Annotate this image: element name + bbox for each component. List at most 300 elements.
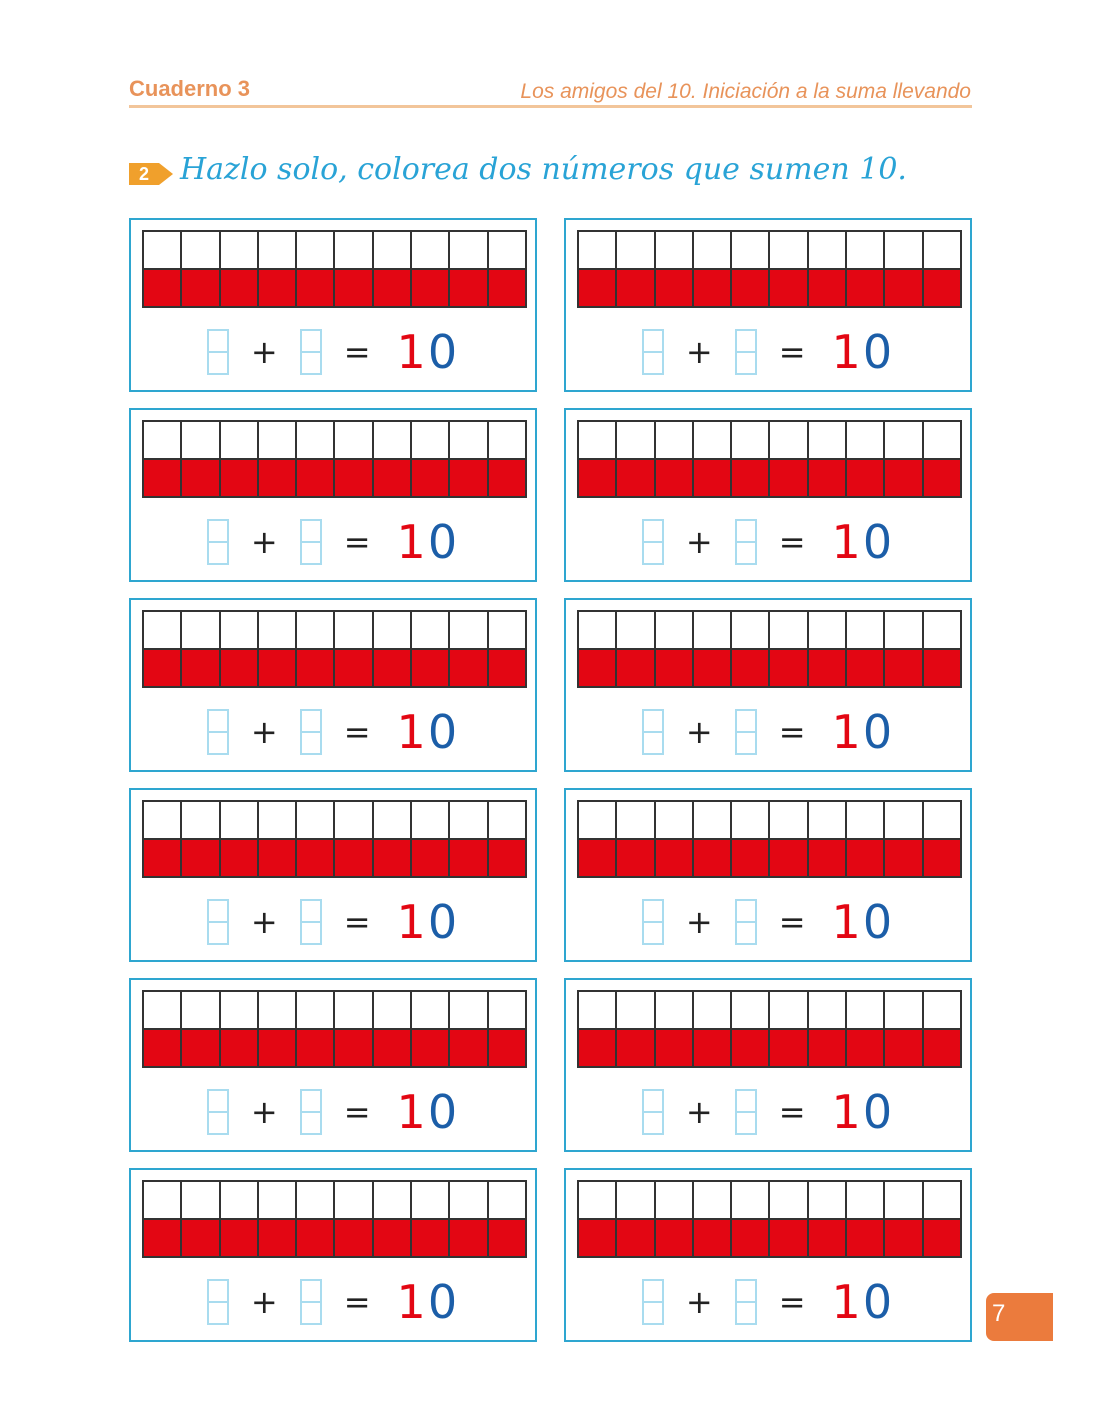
frame-cell-blank[interactable] (144, 422, 180, 458)
frame-cell-blank[interactable] (732, 612, 768, 648)
exercise-card (129, 598, 537, 772)
frame-cell-red[interactable] (489, 650, 525, 686)
frame-cell-blank[interactable] (924, 422, 960, 458)
frame-cell-blank[interactable] (182, 422, 218, 458)
frame-cell-blank[interactable] (770, 232, 806, 268)
frame-cell-blank[interactable] (489, 802, 525, 838)
frame-cell-red[interactable] (885, 1030, 921, 1066)
frame-cell-red[interactable] (450, 460, 486, 496)
frame-cell-blank[interactable] (617, 1182, 653, 1218)
frame-cell-blank[interactable] (144, 992, 180, 1028)
frame-cell-red[interactable] (450, 1030, 486, 1066)
result-digit-units: 0 (427, 705, 460, 759)
frame-cell-blank[interactable] (809, 1182, 845, 1218)
frame-cell-blank[interactable] (656, 992, 692, 1028)
frame-cell-red[interactable] (297, 840, 333, 876)
frame-cell-red[interactable] (617, 650, 653, 686)
frame-cell-red[interactable] (259, 650, 295, 686)
frame-cell-red[interactable] (412, 1220, 448, 1256)
frame-cell-blank[interactable] (259, 802, 295, 838)
frame-cell-red[interactable] (885, 270, 921, 306)
frame-cell-blank[interactable] (617, 422, 653, 458)
frame-cell-blank[interactable] (144, 232, 180, 268)
frame-cell-red[interactable] (374, 840, 410, 876)
frame-cell-red[interactable] (732, 460, 768, 496)
result-digit-tens: 1 (396, 515, 428, 569)
frame-cell-blank[interactable] (412, 1182, 448, 1218)
frame-cell-blank[interactable] (297, 1182, 333, 1218)
frame-cell-red[interactable] (579, 840, 615, 876)
frame-cell-red[interactable] (617, 1030, 653, 1066)
frame-cell-blank[interactable] (182, 802, 218, 838)
frame-cell-red[interactable] (656, 1030, 692, 1066)
frame-cell-red[interactable] (489, 1030, 525, 1066)
frame-cell-blank[interactable] (579, 1182, 615, 1218)
equation-row (566, 894, 970, 950)
frame-cell-red[interactable] (770, 460, 806, 496)
frame-cell-blank[interactable] (450, 232, 486, 268)
frame-cell-red[interactable] (694, 840, 730, 876)
frame-cell-blank[interactable] (182, 992, 218, 1028)
answer-box-second[interactable] (300, 1279, 322, 1325)
frame-cell-red[interactable] (885, 460, 921, 496)
equation-row (131, 894, 535, 950)
frame-cell-red[interactable] (374, 1220, 410, 1256)
frame-cell-blank[interactable] (412, 992, 448, 1028)
frame-cell-blank[interactable] (489, 992, 525, 1028)
answer-box-first[interactable] (642, 519, 664, 565)
frame-cell-blank[interactable] (809, 612, 845, 648)
frame-cell-blank[interactable] (489, 232, 525, 268)
frame-cell-red[interactable] (617, 270, 653, 306)
answer-box-second[interactable] (300, 899, 322, 945)
answer-box-second[interactable] (735, 329, 757, 375)
frame-cell-red[interactable] (732, 840, 768, 876)
frame-cell-red[interactable] (770, 840, 806, 876)
frame-cell-blank[interactable] (924, 802, 960, 838)
frame-cell-blank[interactable] (847, 422, 883, 458)
frame-cell-blank[interactable] (579, 992, 615, 1028)
answer-box-second[interactable] (735, 1089, 757, 1135)
result-digit-units: 0 (862, 325, 895, 379)
frame-cell-red[interactable] (694, 650, 730, 686)
exercise-card (129, 788, 537, 962)
frame-cell-blank[interactable] (221, 232, 257, 268)
frame-cell-red[interactable] (579, 1030, 615, 1066)
frame-cell-blank[interactable] (847, 992, 883, 1028)
frame-cell-red[interactable] (182, 270, 218, 306)
frame-cell-blank[interactable] (732, 232, 768, 268)
frame-cell-red[interactable] (924, 650, 960, 686)
frame-cell-red[interactable] (297, 460, 333, 496)
frame-cell-blank[interactable] (770, 802, 806, 838)
frame-cell-blank[interactable] (489, 1182, 525, 1218)
frame-cell-blank[interactable] (885, 232, 921, 268)
frame-cell-red[interactable] (694, 1030, 730, 1066)
frame-cell-blank[interactable] (259, 422, 295, 458)
answer-box-first[interactable] (642, 329, 664, 375)
frame-cell-red[interactable] (374, 270, 410, 306)
frame-cell-blank[interactable] (656, 802, 692, 838)
frame-cell-red[interactable] (259, 840, 295, 876)
frame-cell-blank[interactable] (182, 1182, 218, 1218)
frame-cell-red[interactable] (924, 460, 960, 496)
frame-cell-blank[interactable] (259, 1182, 295, 1218)
answer-box-second[interactable] (300, 329, 322, 375)
frame-cell-red[interactable] (579, 270, 615, 306)
result-digit-tens: 1 (831, 1275, 863, 1329)
frame-cell-red[interactable] (335, 840, 371, 876)
frame-cell-red[interactable] (809, 460, 845, 496)
frame-cell-red[interactable] (579, 650, 615, 686)
frame-cell-red[interactable] (732, 1030, 768, 1066)
frame-cell-red[interactable] (847, 650, 883, 686)
frame-cell-blank[interactable] (656, 612, 692, 648)
frame-cell-blank[interactable] (656, 232, 692, 268)
frame-cell-blank[interactable] (885, 612, 921, 648)
frame-cell-blank[interactable] (694, 612, 730, 648)
frame-cell-blank[interactable] (412, 802, 448, 838)
frame-cell-blank[interactable] (374, 422, 410, 458)
frame-cell-red[interactable] (335, 270, 371, 306)
exercise-card (129, 978, 537, 1152)
frame-cell-red[interactable] (656, 840, 692, 876)
frame-cell-red[interactable] (335, 460, 371, 496)
frame-cell-blank[interactable] (144, 802, 180, 838)
frame-cell-red[interactable] (297, 1220, 333, 1256)
frame-cell-red[interactable] (885, 650, 921, 686)
equals-sign: = (343, 1283, 371, 1321)
frame-cell-red[interactable] (182, 1220, 218, 1256)
frame-cell-red[interactable] (297, 1030, 333, 1066)
frame-cell-blank[interactable] (374, 802, 410, 838)
frame-cell-red[interactable] (144, 650, 180, 686)
frame-cell-red[interactable] (732, 270, 768, 306)
frame-cell-red[interactable] (489, 1220, 525, 1256)
frame-cell-blank[interactable] (221, 1182, 257, 1218)
frame-cell-blank[interactable] (656, 422, 692, 458)
frame-cell-red[interactable] (374, 460, 410, 496)
answer-box-second[interactable] (735, 519, 757, 565)
frame-cell-blank[interactable] (847, 1182, 883, 1218)
frame-cell-red[interactable] (809, 270, 845, 306)
frame-cell-blank[interactable] (732, 422, 768, 458)
frame-cell-blank[interactable] (770, 992, 806, 1028)
frame-cell-red[interactable] (885, 840, 921, 876)
frame-cell-blank[interactable] (335, 612, 371, 648)
frame-cell-red[interactable] (847, 270, 883, 306)
frame-cell-blank[interactable] (489, 612, 525, 648)
frame-cell-red[interactable] (694, 1220, 730, 1256)
frame-cell-blank[interactable] (335, 802, 371, 838)
frame-cell-red[interactable] (335, 1220, 371, 1256)
exercise-number: 2 (138, 164, 149, 184)
frame-cell-blank[interactable] (924, 992, 960, 1028)
frame-cell-red[interactable] (182, 1030, 218, 1066)
exercise-card (564, 218, 972, 392)
answer-box-first[interactable] (207, 899, 229, 945)
frame-cell-blank[interactable] (297, 232, 333, 268)
frame-cell-red[interactable] (809, 840, 845, 876)
answer-box-first[interactable] (207, 1089, 229, 1135)
frame-cell-red[interactable] (259, 1220, 295, 1256)
frame-cell-red[interactable] (412, 650, 448, 686)
frame-cell-blank[interactable] (770, 612, 806, 648)
frame-cell-red[interactable] (924, 1030, 960, 1066)
result-digit-tens: 1 (396, 895, 428, 949)
frame-cell-blank[interactable] (182, 232, 218, 268)
unit-title: Los amigos del 10. Iniciación a la suma llevando (520, 80, 971, 103)
frame-cell-blank[interactable] (694, 422, 730, 458)
frame-cell-blank[interactable] (656, 1182, 692, 1218)
frame-cell-red[interactable] (809, 1030, 845, 1066)
frame-cell-blank[interactable] (617, 612, 653, 648)
answer-box-first[interactable] (207, 519, 229, 565)
answer-box-first[interactable] (642, 1089, 664, 1135)
frame-cell-red[interactable] (847, 840, 883, 876)
frame-cell-blank[interactable] (412, 612, 448, 648)
frame-cell-red[interactable] (412, 1030, 448, 1066)
frame-cell-red[interactable] (885, 1220, 921, 1256)
frame-cell-red[interactable] (489, 460, 525, 496)
frame-cell-blank[interactable] (847, 232, 883, 268)
frame-cell-red[interactable] (450, 270, 486, 306)
frame-cell-red[interactable] (450, 650, 486, 686)
frame-cell-blank[interactable] (221, 802, 257, 838)
frame-cell-blank[interactable] (617, 232, 653, 268)
frame-cell-blank[interactable] (374, 992, 410, 1028)
frame-cell-red[interactable] (297, 650, 333, 686)
frame-cell-blank[interactable] (144, 612, 180, 648)
equals-sign: = (778, 523, 806, 561)
answer-box-first[interactable] (642, 709, 664, 755)
frame-cell-blank[interactable] (335, 232, 371, 268)
frame-cell-red[interactable] (412, 460, 448, 496)
frame-cell-blank[interactable] (885, 992, 921, 1028)
frame-cell-red[interactable] (732, 1220, 768, 1256)
answer-box-first[interactable] (207, 709, 229, 755)
answer-box-first[interactable] (207, 1279, 229, 1325)
frame-cell-red[interactable] (221, 1220, 257, 1256)
frame-cell-red[interactable] (259, 1030, 295, 1066)
result-digit-units: 0 (862, 705, 895, 759)
frame-cell-red[interactable] (694, 460, 730, 496)
frame-cell-red[interactable] (656, 270, 692, 306)
frame-cell-blank[interactable] (809, 802, 845, 838)
frame-cell-red[interactable] (144, 460, 180, 496)
plus-sign: + (250, 333, 278, 371)
frame-cell-blank[interactable] (732, 992, 768, 1028)
ten-frame (142, 990, 527, 1068)
frame-cell-blank[interactable] (259, 612, 295, 648)
frame-cell-blank[interactable] (924, 232, 960, 268)
frame-cell-blank[interactable] (732, 1182, 768, 1218)
frame-cell-red[interactable] (579, 460, 615, 496)
frame-cell-red[interactable] (694, 270, 730, 306)
frame-cell-blank[interactable] (297, 802, 333, 838)
frame-cell-blank[interactable] (579, 612, 615, 648)
result-digit-tens: 1 (831, 325, 863, 379)
frame-cell-red[interactable] (732, 650, 768, 686)
frame-cell-blank[interactable] (221, 612, 257, 648)
frame-cell-blank[interactable] (259, 992, 295, 1028)
frame-cell-red[interactable] (770, 1220, 806, 1256)
exercise-card (564, 598, 972, 772)
result-ten (831, 1275, 895, 1329)
frame-cell-red[interactable] (770, 1030, 806, 1066)
frame-cell-red[interactable] (374, 1030, 410, 1066)
frame-cell-blank[interactable] (335, 422, 371, 458)
frame-cell-red[interactable] (182, 460, 218, 496)
frame-cell-red[interactable] (412, 840, 448, 876)
ten-frame (577, 800, 962, 878)
frame-cell-blank[interactable] (297, 612, 333, 648)
frame-cell-blank[interactable] (579, 422, 615, 458)
frame-cell-red[interactable] (335, 650, 371, 686)
frame-cell-blank[interactable] (579, 232, 615, 268)
frame-cell-red[interactable] (809, 650, 845, 686)
frame-cell-blank[interactable] (259, 232, 295, 268)
frame-cell-blank[interactable] (924, 612, 960, 648)
frame-cell-blank[interactable] (450, 422, 486, 458)
frame-cell-blank[interactable] (809, 992, 845, 1028)
answer-box-first[interactable] (642, 1279, 664, 1325)
frame-cell-red[interactable] (144, 1030, 180, 1066)
frame-cell-red[interactable] (809, 1220, 845, 1256)
frame-cell-red[interactable] (182, 650, 218, 686)
answer-box-second[interactable] (735, 1279, 757, 1325)
frame-cell-blank[interactable] (617, 992, 653, 1028)
plus-sign: + (685, 523, 713, 561)
frame-cell-red[interactable] (374, 650, 410, 686)
frame-cell-blank[interactable] (885, 1182, 921, 1218)
result-ten (396, 895, 460, 949)
equation-row (566, 1274, 970, 1330)
frame-cell-blank[interactable] (847, 802, 883, 838)
frame-cell-blank[interactable] (221, 422, 257, 458)
frame-cell-red[interactable] (847, 1220, 883, 1256)
result-digit-units: 0 (862, 515, 895, 569)
frame-cell-red[interactable] (259, 270, 295, 306)
result-digit-units: 0 (862, 895, 895, 949)
frame-cell-blank[interactable] (617, 802, 653, 838)
frame-cell-red[interactable] (617, 840, 653, 876)
frame-cell-blank[interactable] (374, 612, 410, 648)
exercise-card (564, 788, 972, 962)
frame-cell-red[interactable] (335, 1030, 371, 1066)
frame-cell-blank[interactable] (221, 992, 257, 1028)
frame-cell-blank[interactable] (182, 612, 218, 648)
answer-box-second[interactable] (300, 709, 322, 755)
answer-box-second[interactable] (735, 709, 757, 755)
frame-cell-red[interactable] (924, 840, 960, 876)
frame-cell-blank[interactable] (924, 1182, 960, 1218)
frame-cell-blank[interactable] (694, 992, 730, 1028)
frame-cell-red[interactable] (924, 1220, 960, 1256)
ten-frame (142, 1180, 527, 1258)
frame-cell-blank[interactable] (809, 422, 845, 458)
frame-cell-red[interactable] (221, 650, 257, 686)
frame-cell-blank[interactable] (297, 422, 333, 458)
frame-cell-red[interactable] (450, 1220, 486, 1256)
answer-box-first[interactable] (642, 899, 664, 945)
frame-cell-red[interactable] (656, 650, 692, 686)
frame-cell-red[interactable] (450, 840, 486, 876)
frame-cell-red[interactable] (847, 460, 883, 496)
frame-cell-red[interactable] (617, 1220, 653, 1256)
frame-cell-red[interactable] (297, 270, 333, 306)
frame-cell-blank[interactable] (885, 802, 921, 838)
frame-cell-red[interactable] (221, 270, 257, 306)
frame-cell-red[interactable] (656, 460, 692, 496)
frame-cell-red[interactable] (259, 460, 295, 496)
frame-cell-red[interactable] (847, 1030, 883, 1066)
answer-box-second[interactable] (300, 519, 322, 565)
frame-cell-blank[interactable] (809, 232, 845, 268)
frame-cell-blank[interactable] (770, 1182, 806, 1218)
frame-cell-red[interactable] (221, 1030, 257, 1066)
frame-cell-red[interactable] (770, 650, 806, 686)
frame-cell-red[interactable] (144, 1220, 180, 1256)
frame-cell-red[interactable] (144, 840, 180, 876)
frame-cell-blank[interactable] (374, 1182, 410, 1218)
frame-cell-red[interactable] (144, 270, 180, 306)
frame-cell-blank[interactable] (770, 422, 806, 458)
frame-cell-red[interactable] (770, 270, 806, 306)
frame-cell-blank[interactable] (412, 422, 448, 458)
frame-cell-blank[interactable] (450, 1182, 486, 1218)
answer-box-first[interactable] (207, 329, 229, 375)
answer-box-second[interactable] (300, 1089, 322, 1135)
frame-cell-blank[interactable] (297, 992, 333, 1028)
frame-cell-red[interactable] (412, 270, 448, 306)
frame-cell-blank[interactable] (489, 422, 525, 458)
plus-sign: + (250, 713, 278, 751)
frame-cell-blank[interactable] (885, 422, 921, 458)
equals-sign: = (343, 713, 371, 751)
frame-cell-blank[interactable] (694, 1182, 730, 1218)
frame-cell-red[interactable] (617, 460, 653, 496)
frame-cell-blank[interactable] (335, 992, 371, 1028)
frame-cell-red[interactable] (489, 840, 525, 876)
frame-cell-blank[interactable] (694, 802, 730, 838)
equals-sign: = (778, 1283, 806, 1321)
equals-sign: = (778, 333, 806, 371)
frame-cell-blank[interactable] (579, 802, 615, 838)
frame-cell-blank[interactable] (374, 232, 410, 268)
frame-cell-blank[interactable] (450, 992, 486, 1028)
frame-cell-red[interactable] (579, 1220, 615, 1256)
frame-cell-red[interactable] (656, 1220, 692, 1256)
frame-cell-red[interactable] (182, 840, 218, 876)
frame-cell-blank[interactable] (144, 1182, 180, 1218)
frame-cell-blank[interactable] (412, 232, 448, 268)
frame-cell-blank[interactable] (694, 232, 730, 268)
frame-cell-red[interactable] (924, 270, 960, 306)
frame-cell-blank[interactable] (450, 612, 486, 648)
frame-cell-blank[interactable] (335, 1182, 371, 1218)
frame-cell-blank[interactable] (732, 802, 768, 838)
frame-cell-blank[interactable] (847, 612, 883, 648)
frame-cell-red[interactable] (221, 840, 257, 876)
equation-row (131, 1274, 535, 1330)
answer-box-second[interactable] (735, 899, 757, 945)
result-ten (396, 705, 460, 759)
frame-cell-blank[interactable] (450, 802, 486, 838)
frame-cell-red[interactable] (489, 270, 525, 306)
frame-cell-red[interactable] (221, 460, 257, 496)
result-ten (396, 515, 460, 569)
